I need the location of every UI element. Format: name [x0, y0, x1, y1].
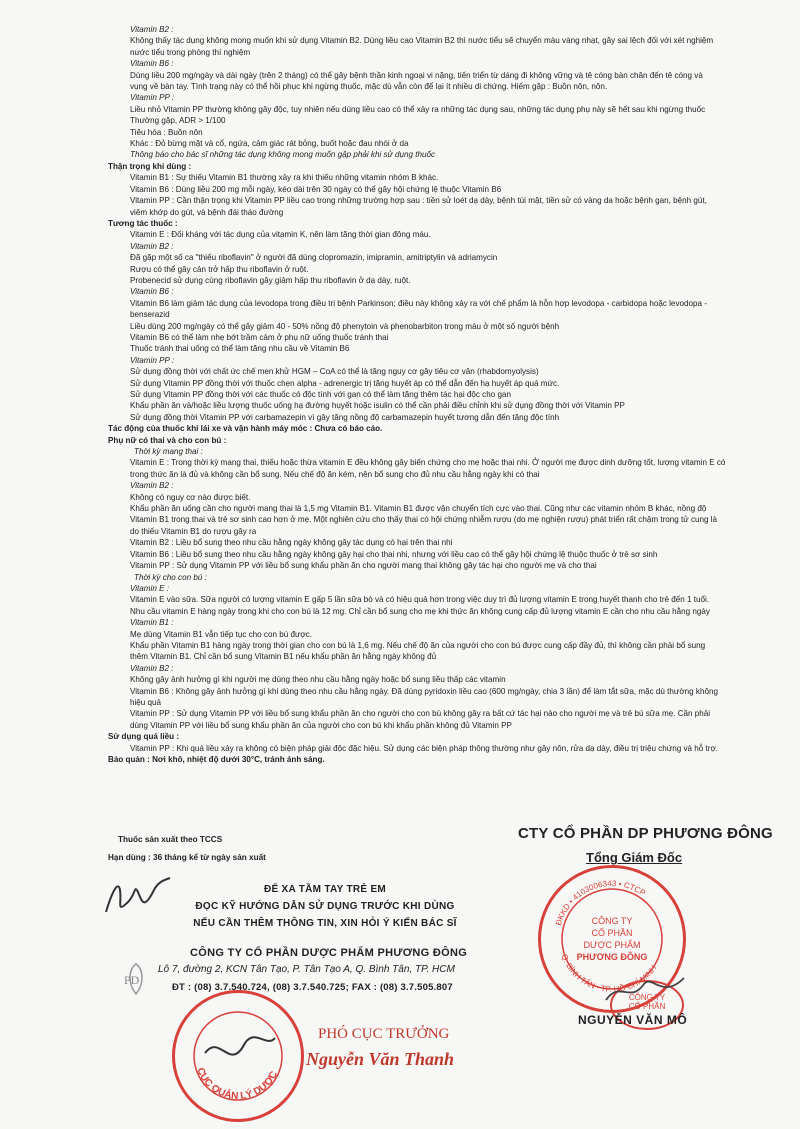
- leaflet-line: Vitamin B6 : Liều bổ sung theo nhu cầu hằng ngày không gây hại cho thai nhi, nhưng với liều cao có thể gây hội chứng lệ thuộc thuốc ở trẻ sơ sinh: [130, 549, 658, 559]
- leaflet-line: Thời kỳ mang thai :: [134, 447, 203, 457]
- leaflet-line: Vitamin B1 : Sự thiếu Vitamin B1 thường xảy ra khi thiếu những vitamin nhóm B khác.: [130, 173, 439, 183]
- leaflet-line: Khẩu phần Vitamin B1 hàng ngày trong thời gian cho con bú là 1,6 mg. Nếu chế độ ăn của người cho con bú được cung cấp đầy đủ, thì không cần phải bổ sung: [130, 640, 706, 650]
- production-standard: Thuốc sản xuất theo TCCS: [118, 835, 223, 844]
- leaflet-line: Vitamin E : Trong thời kỳ mang thai, thiếu hoặc thừa vitamin E đều không gây biến chứng cho mẹ hoặc thai nhi. Ở người mẹ được dinh dưỡng tốt, lượng vitamin E có: [130, 458, 726, 468]
- company-phone: ĐT : (08) 3.7.540.724, (08) 3.7.540.725; FAX : (08) 3.7.505.807: [172, 982, 453, 993]
- svg-text:CỤC QUẢN LÝ DƯỢC: CỤC QUẢN LÝ DƯỢC: [194, 1066, 281, 1103]
- leaflet-line: Vitamin E : Đối kháng với tác dụng của vitamin K, nên làm tăng thời gian đông máu.: [130, 230, 431, 240]
- leaflet-line: Vitamin PP : Khi quá liều xảy ra không có biện pháp giải độc đặc hiệu. Sử dụng các biện pháp thông thường như gây nôn, rửa dạ dày, điều trị triệu chứng và hỗ trợ.: [130, 743, 719, 753]
- leaflet-line: thêm Vitamin B1. Chỉ cần bổ sung Vitamin B1 nếu khẩu phần ăn hằng ngày không đủ: [130, 652, 437, 662]
- leaflet-line: Liều nhỏ Vitamin PP thường không gây độc, tuy nhiên nếu dùng liều cao có thể xảy ra những tác dụng sau, những tác dụng phụ này sẽ hết sau khi ngừng thuốc: [130, 104, 706, 114]
- leaflet-line: Vitamin B1 :: [130, 618, 174, 628]
- leaflet-line: Khẩu phần ăn uống cần cho người mang thai là 1,5 mg Vitamin B1. Vitamin B1 được vận chuyển tích cực vào thai. Cũng như các vitamin nhóm B khác, nồng độ: [130, 504, 707, 514]
- leaflet-line: Vitamin PP :: [130, 93, 175, 103]
- leaflet-line: Nhu cầu vitamin E hàng ngày trong khi cho con bú là 12 mg. Chỉ cần bổ sung cho mẹ khi thức ăn không cung cấp đủ lượng vitamin E cần cho nhu cầu hằng ngày: [130, 606, 710, 616]
- leaflet-line: Vitamin B2 : Liều bổ sung theo nhu cầu hằng ngày không gây tác dụng có hại trên thai nhi: [130, 538, 453, 548]
- signature-right: [600, 970, 690, 1010]
- deputy-director-title: PHÓ CỤC TRƯỞNG: [318, 1026, 450, 1042]
- leaflet-line: Vitamin B2 :: [130, 25, 174, 34]
- svg-text:PHƯƠNG ĐÔNG: PHƯƠNG ĐÔNG: [576, 952, 648, 962]
- warning-keep-away: ĐỂ XA TẦM TAY TRẺ EM: [263, 884, 387, 895]
- leaflet-line: nước tiểu trong phòng thí nghiệm: [130, 47, 251, 57]
- director-title: Tổng Giám Đốc: [586, 850, 683, 865]
- svg-text:ĐKKD • 4103006343 • CTCP: ĐKKD • 4103006343 • CTCP: [553, 878, 648, 927]
- company-name-right: CTY CỔ PHẦN DP PHƯƠNG ĐÔNG: [518, 825, 773, 842]
- leaflet-line: Vitamin B6 :: [130, 59, 174, 69]
- leaflet-line: Tương tác thuốc :: [108, 218, 178, 228]
- leaflet-line: Thuốc tránh thai uống có thể làm tăng nhu cầu về Vitamin B6: [130, 344, 350, 354]
- leaflet-line: Không có nguy cơ nào được biết.: [130, 492, 251, 502]
- company-full-name: CÔNG TY CỔ PHẦN DƯỢC PHẨM PHƯƠNG ĐÔNG: [190, 947, 468, 959]
- leaflet-line: viêm khớp do gút, và bệnh đái tháo đường: [130, 207, 284, 217]
- leaflet-line: Vitamin PP : Sử dụng Vitamin PP với liều bổ sung khẩu phần ăn cho người mang thai không gây tác hại cho người mẹ và cho thai: [130, 561, 597, 571]
- leaflet-line: hiệu quả: [130, 697, 162, 707]
- leaflet-line: Bảo quản : Nơi khô, nhiệt độ dưới 30°C, tránh ánh sáng.: [108, 755, 325, 764]
- leaflet-line: Liều dùng 200 mg/ngày có thể gây giảm 40 - 50% nồng độ phenytoin và phenobarbiton trong máu ở một số người bệnh: [130, 321, 560, 331]
- secondary-stamp: CÔNG TY CỔ PHẦN: [610, 980, 684, 1030]
- leaflet-line: Vitamin E :: [130, 583, 169, 593]
- leaflet-line: Vitamin B6 : Không gây ảnh hưởng gì khi dùng theo nhu cầu hằng ngày. Đã dùng pyridoxin liều cao (600 mg/ngày, chia 3 lần) để làm tắt sữa, mặc dù thường không: [130, 686, 718, 696]
- leaflet-line: Thường gặp, ADR > 1/100: [130, 116, 226, 126]
- leaflet-line: Dùng liều 200 mg/ngày và dài ngày (trên 2 tháng) có thể gây bệnh thần kinh ngoại vi nặng, tiến triển từ dáng đi không vững và tê cóng bàn chân đến tê cóng và: [130, 70, 703, 80]
- leaflet-body: [108, 24, 778, 765]
- leaflet-line: vụng về bàn tay. Tình trạng này có thể hồi phục khi ngừng thuốc, mặc dù vẫn còn để lại ít nhiều di chứng. Hiếm gặp : Buồn nôn, nôn.: [130, 82, 608, 92]
- leaflet-line: Vitamin B2 :: [130, 481, 174, 491]
- warning-read-instructions: ĐỌC KỸ HƯỚNG DẪN SỬ DỤNG TRƯỚC KHI DÙNG: [195, 901, 455, 912]
- leaflet-line: Vitamin B6 :: [130, 287, 174, 297]
- leaflet-line: Thông báo cho bác sĩ những tác dụng không mong muốn gặp phải khi sử dụng thuốc: [130, 150, 435, 160]
- svg-text:CỔ PHẦN: CỔ PHẦN: [591, 928, 633, 938]
- leaflet-line: Vitamin B6 làm giảm tác dụng của levodopa trong điều trị bệnh Parkinson; điều này không xảy ra với chế phẩm là hỗn hợp levodopa - carbidopa hoặc levodopa -: [130, 298, 707, 308]
- company-address: Lô 7, đường 2, KCN Tân Tạo, P. Tân Tạo A, Q. Bình Tân, TP. HCM: [158, 964, 455, 975]
- leaflet-line: Phụ nữ có thai và cho con bú :: [108, 435, 227, 445]
- expiry-text: Hạn dùng : 36 tháng kể từ ngày sản xuất: [108, 853, 266, 862]
- leaflet-line: Vitamin B2 :: [130, 663, 174, 673]
- warning-ask-doctor: NẾU CẦN THÊM THÔNG TIN, XIN HỎI Ý KIẾN BÁC SĨ: [193, 918, 457, 929]
- leaflet-line: Vitamin E vào sữa. Sữa người có lượng vitamin E gấp 5 lần sữa bò và có hiệu quả hơn trong việc duy trì đủ lượng vitamin E trong huyết thanh cho trẻ đến 1 tuổi.: [130, 595, 710, 605]
- leaflet-line: Mẹ dùng Vitamin B1 vẫn tiếp tục cho con bú được.: [130, 629, 312, 639]
- leaflet-line: Tác động của thuốc khi lái xe và vận hành máy móc : Chưa có báo cáo.: [108, 424, 383, 434]
- leaflet-line: Vitamin PP :: [130, 355, 175, 365]
- authority-stamp: [172, 990, 304, 1122]
- leaflet-line: Sử dụng đồng thời Vitamin PP với carbamazepin vì gây tăng nồng độ carbamazepin huyết tương dẫn đến tăng độc tính: [130, 412, 560, 422]
- svg-text:CÔNG TY: CÔNG TY: [591, 916, 633, 926]
- leaflet-line: dùng Vitamin PP với liều bổ sung khẩu phần ăn của người cho con bú khi khẩu phần không đủ Vitamin PP: [130, 720, 512, 730]
- leaflet-line: Thời kỳ cho con bú :: [134, 572, 207, 582]
- svg-text:DƯỢC PHẨM: DƯỢC PHẨM: [583, 940, 641, 950]
- director-name: NGUYỄN VĂN MÔ: [578, 1013, 688, 1027]
- leaflet-line: Rượu có thể gây cản trở hấp thu riboflavin ở ruột.: [130, 264, 309, 274]
- signature-left: [98, 872, 178, 922]
- svg-text:Q. BÌNH TÂN - TP. HỒ CHÍ MINH: Q. BÌNH TÂN - TP. HỒ CHÍ MINH: [559, 952, 659, 995]
- company-logo: [118, 962, 154, 996]
- leaflet-line: Vitamin PP : Cần thận trọng khi Vitamin PP liều cao trong những trường hợp sau : tiền sử loét dạ dày, bệnh túi mật, tiền sử có vàng da hoặc bệnh gan, bệnh gút,: [130, 196, 707, 206]
- leaflet-line: Thận trọng khi dùng :: [108, 161, 192, 171]
- leaflet-line: Vitamin PP : Sử dụng Vitamin PP với liều bổ sung khẩu phần ăn cho người cho con bú không gây ra bất cứ tác hại nào cho người mẹ và trẻ bú sữa mẹ. Cần phải: [130, 709, 711, 719]
- leaflet-line: Vitamin B6 : Dùng liều 200 mg mỗi ngày, kéo dài trên 30 ngày có thể gây hội chứng lệ thuộc Vitamin B6: [130, 184, 502, 194]
- leaflet-line: trong thức ăn là đủ và không cần bổ sung. Nếu chế độ ăn kém, nên bổ sung cho đủ nhu cầu hằng ngày khi có thai: [130, 469, 540, 479]
- leaflet-line: Sử dụng quá liều :: [108, 732, 180, 742]
- leaflet-line: do thiếu Vitamin B1 do rượu gây ra: [130, 526, 257, 536]
- leaflet-line: Không thấy tác dụng không mong muốn khi sử dụng Vitamin B2. Dùng liều cao Vitamin B2 thì nước tiểu sẽ chuyển màu vàng nhạt, gây sai lệch đối với xét nghiệm: [130, 36, 714, 46]
- leaflet-line: Đã gặp một số ca "thiếu riboflavin" ở người đã dùng clopromazin, imipramin, amitriptylin và adriamycin: [130, 253, 498, 263]
- leaflet-line: Sử dụng đồng thời với chất ức chế men khử HGM – CoA có thể là tăng nguy cơ gây tiêu cơ vân (rhabdomyolysis): [130, 367, 539, 377]
- leaflet-line: Sử dụng Vitamin PP đồng thời với thuốc chẹn alpha - adrenergic trị tăng huyết áp có thể dẫn đến hạ huyết áp quá mức.: [130, 378, 560, 388]
- leaflet-line: Vitamin B1 trong thai và trẻ sơ sinh cao hơn ở mẹ. Một nghiên cứu cho thấy thai có hội chứng nhiễm rượu (do mẹ nghiện rượu) phát triển rất chậm trong tử cung là: [130, 515, 718, 525]
- leaflet-line: Sử dụng Vitamin PP đồng thời với các thuốc có độc tính với gan có thể làm tăng thêm tác hại độc cho gan: [130, 390, 511, 399]
- leaflet-line: Tiêu hóa : Buồn nôn: [130, 127, 203, 137]
- leaflet-line: Khác : Đỏ bừng mặt và cổ, ngứa, cảm giác rát bỏng, buốt hoặc đau nhói ở da: [130, 139, 409, 149]
- footer: [0, 820, 800, 1129]
- svg-text:PD: PD: [124, 973, 140, 987]
- leaflet-line: Khẩu phần ăn và/hoặc liều lượng thuốc uống hạ đường huyết hoặc isulin có thể cần phải điều chỉnh khi sử dụng đồng thời với Vitamin PP: [130, 401, 625, 411]
- leaflet-line: Không gây ảnh hưởng gì khi người mẹ dùng theo nhu cầu hằng ngày hoặc bổ sung liều thấp các vitamin: [130, 675, 506, 685]
- leaflet-line: benserazid: [130, 310, 170, 320]
- leaflet-line: Probenecid sử dụng cùng riboflavin gây giảm hấp thu riboflavin ở dạ dày, ruột.: [130, 275, 411, 285]
- leaflet-line: Vitamin B6 có thể làm nhẹ bớt trầm cảm ở phụ nữ uống thuốc tránh thai: [130, 332, 389, 342]
- leaflet-line: Vitamin B2 :: [130, 241, 174, 251]
- deputy-director-name: Nguyễn Văn Thanh: [306, 1049, 455, 1069]
